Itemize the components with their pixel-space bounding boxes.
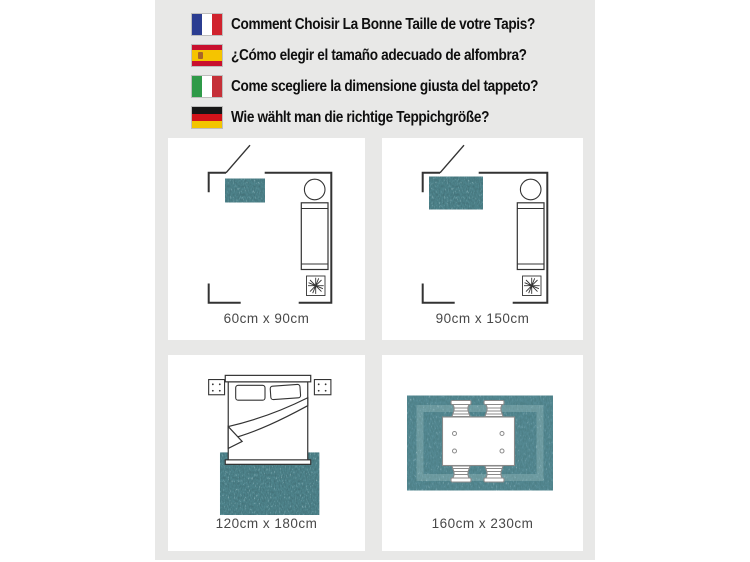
bed-top-view — [168, 355, 365, 516]
header-text-italian: Come scegliere la dimensione giusta del tappeto? — [231, 77, 539, 95]
footboard — [225, 460, 310, 464]
flag-stripe — [212, 76, 222, 97]
infographic-card — [155, 0, 595, 560]
flag-stripe — [192, 14, 202, 35]
size-label: 60cm x 90cm — [223, 311, 310, 326]
rug — [429, 177, 483, 210]
door-swing — [440, 145, 464, 173]
flag-stripe — [192, 114, 222, 121]
plant-icon — [307, 276, 326, 296]
floor-plan-small-rug — [168, 138, 365, 311]
header — [192, 14, 592, 138]
flag-spain-icon — [192, 45, 222, 66]
sofa — [517, 203, 544, 270]
flag-stripe — [192, 76, 202, 97]
flag-stripe — [192, 107, 222, 114]
chair-icon — [451, 466, 471, 482]
chair-icon — [484, 401, 504, 417]
size-label: 90cm x 150cm — [435, 311, 530, 326]
header-text-german: Wie wählt man die richtige Teppichgröße? — [231, 108, 490, 126]
rug — [225, 179, 265, 203]
header-text-french: Comment Choisir La Bonne Taille de votre Tapis? — [231, 15, 535, 33]
spain-crest — [198, 52, 203, 59]
nightstand-left — [209, 380, 225, 395]
side-table — [304, 179, 325, 200]
flag-stripe — [192, 50, 222, 61]
chair-icon — [484, 466, 504, 482]
door-swing — [226, 145, 250, 173]
plant-icon — [523, 276, 542, 296]
dining-top-view — [382, 355, 583, 516]
flag-stripe — [202, 14, 212, 35]
header-line-spanish — [192, 45, 592, 66]
sofa — [301, 203, 328, 270]
flag-italy-icon — [192, 76, 222, 97]
panel-rug-60x90 — [168, 138, 365, 340]
flag-stripe — [212, 14, 222, 35]
floor-plan-medium-rug — [382, 138, 583, 311]
header-line-german — [192, 107, 592, 128]
header-line-french — [192, 14, 592, 35]
size-label: 160cm x 230cm — [431, 516, 534, 531]
chair-icon — [451, 401, 471, 417]
flag-stripe — [192, 121, 222, 128]
flag-stripe — [192, 61, 222, 66]
header-text-spanish: ¿Cómo elegir el tamaño adecuado de alfombra? — [231, 46, 527, 64]
flag-stripe — [202, 76, 212, 97]
flag-germany-icon — [192, 107, 222, 128]
nightstand-right — [314, 380, 330, 395]
panel-rug-120x180 — [168, 355, 365, 551]
headboard — [225, 375, 310, 381]
side-table — [520, 179, 541, 200]
panel-rug-90x150 — [382, 138, 583, 340]
dining-table — [443, 417, 515, 466]
size-label: 120cm x 180cm — [215, 516, 318, 531]
panel-rug-160x230 — [382, 355, 583, 551]
flag-france-icon — [192, 14, 222, 35]
header-line-italian — [192, 76, 592, 97]
